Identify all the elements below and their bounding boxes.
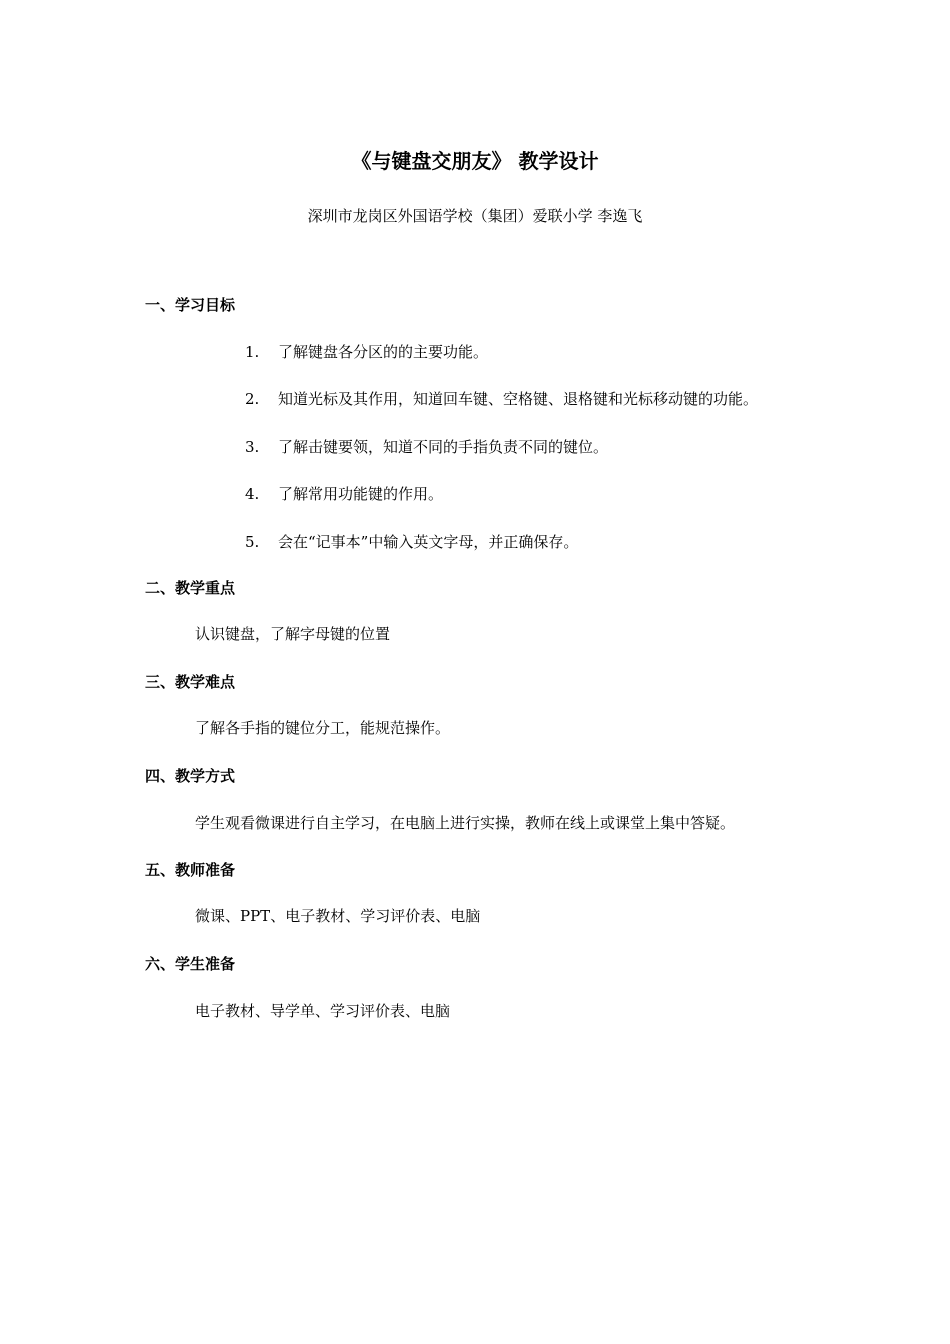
section-heading-objectives: 一、学习目标 bbox=[145, 296, 236, 314]
section-heading-method: 四、教学方式 bbox=[145, 767, 236, 785]
section-body: 学生观看微课进行自主学习，在电脑上进行实操，教师在线上或课堂上集中答疑。 bbox=[195, 814, 736, 832]
section-heading-difficulties: 三、教学难点 bbox=[145, 673, 236, 691]
list-item: 了解常用功能键的作用。 bbox=[278, 485, 444, 503]
author-line: 深圳市龙岗区外国语学校（集团）爱联小学 李逸飞 bbox=[307, 207, 643, 225]
section-heading-teacher-prep: 五、教师准备 bbox=[145, 861, 236, 879]
list-item: 会在“记事本”中输入英文字母，并正确保存。 bbox=[278, 533, 579, 551]
section-body: 电子教材、导学单、学习评价表、电脑 bbox=[195, 1002, 451, 1020]
document-title: 《与键盘交朋友》 教学设计 bbox=[351, 149, 599, 173]
list-number: 5. bbox=[245, 533, 260, 551]
list-number: 2. bbox=[245, 390, 260, 408]
list-item: 知道光标及其作用，知道回车键、空格键、退格键和光标移动键的功能。 bbox=[278, 390, 759, 408]
section-heading-student-prep: 六、学生准备 bbox=[145, 955, 236, 973]
section-body: 认识键盘，了解字母键的位置 bbox=[195, 625, 391, 643]
section-body: 微课、PPT、电子教材、学习评价表、电脑 bbox=[195, 907, 481, 925]
section-body: 了解各手指的键位分工，能规范操作。 bbox=[195, 719, 451, 737]
list-item: 了解击键要领，知道不同的手指负责不同的键位。 bbox=[278, 438, 609, 456]
list-number: 3. bbox=[245, 438, 260, 456]
list-number: 1. bbox=[245, 343, 260, 361]
section-heading-key-points: 二、教学重点 bbox=[145, 579, 236, 597]
list-item: 了解键盘各分区的的主要功能。 bbox=[278, 343, 489, 361]
list-number: 4. bbox=[245, 485, 260, 503]
